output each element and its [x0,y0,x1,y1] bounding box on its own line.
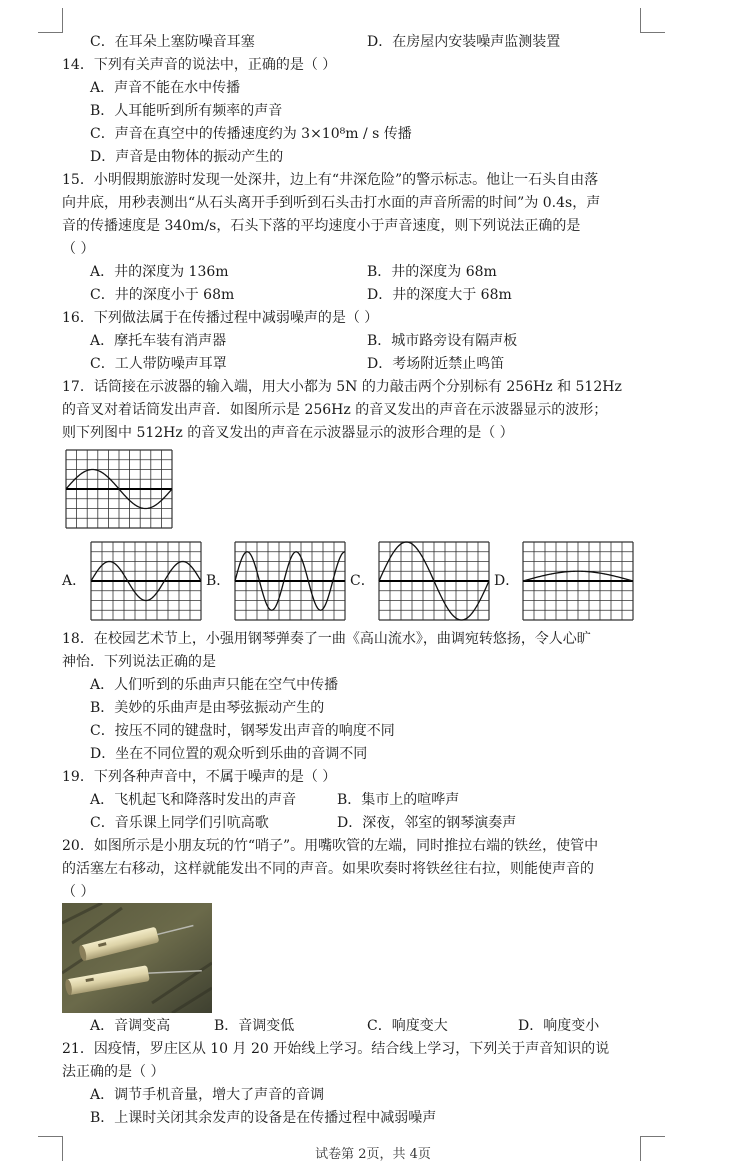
question-14-option-a: A．声音不能在水中传播 [90,80,241,96]
option-d-waveform-grid [522,541,634,621]
question-21-stem-line-1: 21．因疫情，罗庄区从 10 月 20 开始线上学习。结合线上学习，下列关于声音知识的说 [62,1041,610,1057]
question-15-stem-line-2: 向井底，用秒表测出“从石头离开手到听到石头击打水面的声音所需的时间”为 0.4s，声 [62,195,601,211]
question-20-option-b: B．音调变低 [214,1018,295,1034]
question-16-stem: 16．下列做法属于在传播过程中减弱噪声的是（ ） [62,310,379,326]
question-17-stem-line-1: 17．话筒接在示波器的输入端，用大小都为 5N 的力敲击两个分别标有 256Hz 和 512Hz [62,379,622,395]
question-20-stem-line-2: 的活塞左右移动，这样就能发出不同的声音。如果吹奏时将铁丝往右拉，则能使声音的 [62,861,594,877]
question-21-option-a: A．调节手机音量，增大了声音的音调 [90,1087,325,1103]
question-20-stem-line-1: 20．如图所示是小朋友玩的竹“哨子”。用嘴吹管的左端，同时推拉右端的铁丝，使管中 [62,838,599,854]
corner-mark-top-right [640,8,665,33]
question-16-option-b: B．城市路旁设有隔声板 [367,333,518,349]
question-16-option-c: C．工人带防噪声耳罩 [90,356,227,372]
question-15-option-d: D．井的深度大于 68m [367,287,512,303]
question-17-option-a-label: A． [62,573,87,589]
question-15-stem-line-3: 音的传播速度是 340m/s，石头下落的平均速度小于声音速度，则下列说法正确的是 [62,218,581,234]
bamboo-whistle-photo [62,903,212,1013]
question-19-option-b: B．集市上的喧哗声 [337,792,460,808]
question-16-option-a: A．摩托车装有消声器 [90,333,227,349]
page-footer: 试卷第 2页，共 4页 [315,1147,431,1162]
question-13-option-c: C．在耳朵上塞防噪音耳塞 [90,34,255,50]
question-16-option-d: D．考场附近禁止鸣笛 [367,356,505,372]
question-20-option-d: D．响度变小 [518,1018,600,1034]
question-19-option-d: D．深夜，邻室的钢琴演奏声 [337,815,517,831]
question-14-stem: 14．下列有关声音的说法中，正确的是（ ） [62,57,337,73]
question-19-stem: 19．下列各种声音中，不属于噪声的是（ ） [62,769,337,785]
question-19-option-a: A．飞机起飞和降落时发出的声音 [90,792,297,808]
question-18-stem-line-1: 18．在校园艺术节上，小强用钢琴弹奏了一曲《高山流水》，曲调宛转悠扬，令人心旷 [62,631,591,647]
question-15-stem-line-4: （ ） [62,241,95,257]
question-17-option-b-label: B． [206,573,231,589]
question-21-stem-line-2: 法正确的是（ ） [62,1064,165,1080]
question-15-stem-line-1: 15．小明假期旅游时发现一处深井，边上有“井深危险”的警示标志。他让一石头自由落 [62,172,599,188]
question-17-option-d-label: D． [494,573,520,589]
question-14-option-d: D．声音是由物体的振动产生的 [90,149,284,165]
question-17-option-c-label: C． [350,573,375,589]
question-15-option-a: A．井的深度为 136m [90,264,229,280]
reference-waveform-grid [65,449,173,529]
question-20-stem-line-3: （ ） [62,884,95,900]
question-14-option-b: B．人耳能听到所有频率的声音 [90,103,283,119]
question-15-option-c: C．井的深度小于 68m [90,287,235,303]
question-15-option-b: B．井的深度为 68m [367,264,497,280]
question-20-option-a: A．音调变高 [90,1018,171,1034]
question-18-stem-line-2: 神怡．下列说法正确的是 [62,654,216,670]
corner-mark-top-left [38,8,63,33]
question-19-option-c: C．音乐课上同学们引吭高歌 [90,815,269,831]
question-13-option-d: D．在房屋内安装噪声监测装置 [367,34,561,50]
question-20-option-c: C．响度变大 [367,1018,448,1034]
question-18-option-c: C．按压不同的键盘时，钢琴发出声音的响度不同 [90,723,395,739]
question-21-option-b: B．上课时关闭其余发声的设备是在传播过程中减弱噪声 [90,1110,437,1126]
question-18-option-d: D．坐在不同位置的观众听到乐曲的音调不同 [90,746,368,762]
question-18-option-b: B．美妙的乐曲声是由琴弦振动产生的 [90,700,325,716]
option-b-waveform-grid [234,541,346,621]
question-17-stem-line-3: 则下列图中 512Hz 的音叉发出的声音在示波器显示的波形合理的是（ ） [62,425,514,441]
question-17-stem-line-2: 的音叉对着话筒发出声音．如图所示是 256Hz 的音叉发出的声音在示波器显示的波形； [62,402,608,418]
question-14-option-c: C．声音在真空中的传播速度约为 3×10⁸m / s 传播 [90,126,412,142]
option-a-waveform-grid [90,541,202,621]
option-c-waveform-grid [378,541,490,621]
question-18-option-a: A．人们听到的乐曲声只能在空气中传播 [90,677,339,693]
